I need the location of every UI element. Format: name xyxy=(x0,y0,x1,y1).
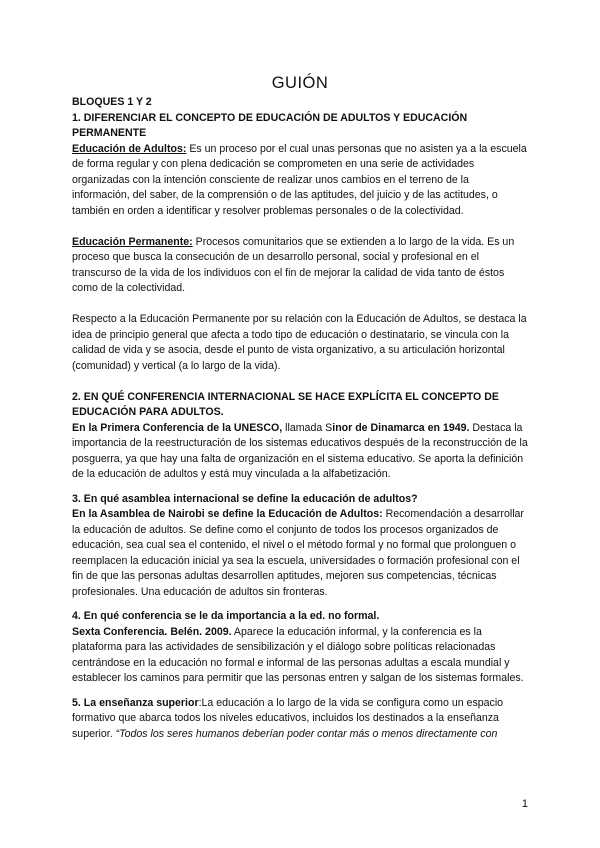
section-5-quote: “Todos los seres humanos deberían poder contar más o menos directamente con xyxy=(115,727,498,740)
paragraph-section-2 xyxy=(72,421,528,483)
paragraph-section-5 xyxy=(72,696,528,743)
section-2-lead-a: En la Primera Conferencia de la UNESCO, xyxy=(72,421,283,434)
term-educacion-adultos: Educación de Adultos: xyxy=(72,142,187,155)
section-2-heading: 2. EN QUÉ CONFERENCIA INTERNACIONAL SE HACE EXPLÍCITA EL CONCEPTO DE EDUCACIÓN PARA ADULTOS. xyxy=(72,390,499,418)
section-5-text: :La educación a lo largo de la vida se configura como un espacio formativo que abarca todos los niveles educativos, incluidos los destinados a la enseñanza superior. xyxy=(72,696,504,740)
page-title: GUIÓN xyxy=(271,74,329,92)
term-educacion-permanente: Educación Permanente: xyxy=(72,235,193,248)
blocks-heading: BLOQUES 1 Y 2 xyxy=(72,96,152,108)
definition-educacion-adultos: Es un proceso por el cual unas personas que no asisten ya a la escuela de forma regular y con plena dedicación se comprometen en una serie de actividades organizadas con la intención consciente de realizar unos cambios en el terreno de la información, del saber, de la comprensión o de las aptitudes, del juicio y de las actitudes, o también en orden a identificar y resolver problemas personales o de la colectividad. xyxy=(72,142,527,217)
paragraph-permanente xyxy=(72,235,528,297)
section-3-text: Recomendación a desarrollar la educación de adultos. Se define como el conjunto de todos los procesos organizados de educación, sea cual sea el contenido, el nivel o el método formal y no formal que prolonguen o reemplacen la educación inicial ya sea la escuela, universidades o formación profesional con el fin de que las personas adultas desarrollen aptitudes, mejoren sus competencias, técnicas profesionales. Una educación de adultos sin fronteras. xyxy=(72,508,524,598)
paragraph-respecto: Respecto a la Educación Permanente por su relación con la Educación de Adultos, se destaca la idea de principio general que afecta a todo tipo de educación o destinatario, se vincula con la calidad de vida y se asocia, desde el punto de vista organizativo, a su articulación horizontal (comunidad) y vertical (a lo largo de la vida). xyxy=(72,313,527,372)
spacer xyxy=(72,219,528,235)
spacer xyxy=(72,374,528,390)
paragraph-section-4 xyxy=(72,625,528,687)
spacer xyxy=(72,600,528,609)
section-4-heading: 4. En qué conferencia se le da importancia a la ed. no formal. xyxy=(72,610,380,622)
section-5-lead: 5. La enseñanza superior xyxy=(72,696,199,709)
section-3-heading: 3. En qué asamblea internacional se define la educación de adultos? xyxy=(72,492,418,505)
spacer xyxy=(72,297,528,313)
section-1-heading: 1. DIFERENCIAR EL CONCEPTO DE EDUCACIÓN DE ADULTOS Y EDUCACIÓN PERMANENTE xyxy=(72,111,468,139)
paragraph-adultos xyxy=(72,142,528,220)
section-2-text: Destaca la importancia de la reestructuración de los sistemas educativos después de la reconstrucción de la posguerra, ya que hay una falta de organización en el sistema educativo. Se aporta la definición de la educación de adultos y está muy vinculada a la alfabetización. xyxy=(72,421,528,480)
section-4-text: Aparece la educación informal, y la conferencia es la plataforma para las actividades de sensibilización y el diálogo sobre políticas relacionadas centrándose en la educación no formal e informal de las personas adultas a escala mundial y establecer los caminos para permitir que las personas entren y salgan de los sistemas formales. xyxy=(72,625,524,684)
spacer xyxy=(72,687,528,696)
document-body xyxy=(72,95,528,742)
definition-educacion-permanente: Procesos comunitarios que se extienden a lo largo de la vida. Es un proceso que busca la consecución de un desarrollo personal, social y profesional en el transcurso de la vida de los individuos con el fin de mejorar la calidad de vida tanto de éstos como de la colectividad. xyxy=(72,235,515,294)
section-3-lead: En la Asamblea de Nairobi se define la Educación de Adultos: xyxy=(72,508,383,520)
page-number: 1 xyxy=(521,798,528,810)
spacer xyxy=(72,483,528,492)
section-2-lead-c: inor de Dinamarca en 1949. xyxy=(332,421,470,434)
section-2-lead-b: llamada S xyxy=(282,421,333,434)
paragraph-section-3 xyxy=(72,507,528,600)
section-4-lead: Sexta Conferencia. Belén. 2009. xyxy=(72,625,232,638)
